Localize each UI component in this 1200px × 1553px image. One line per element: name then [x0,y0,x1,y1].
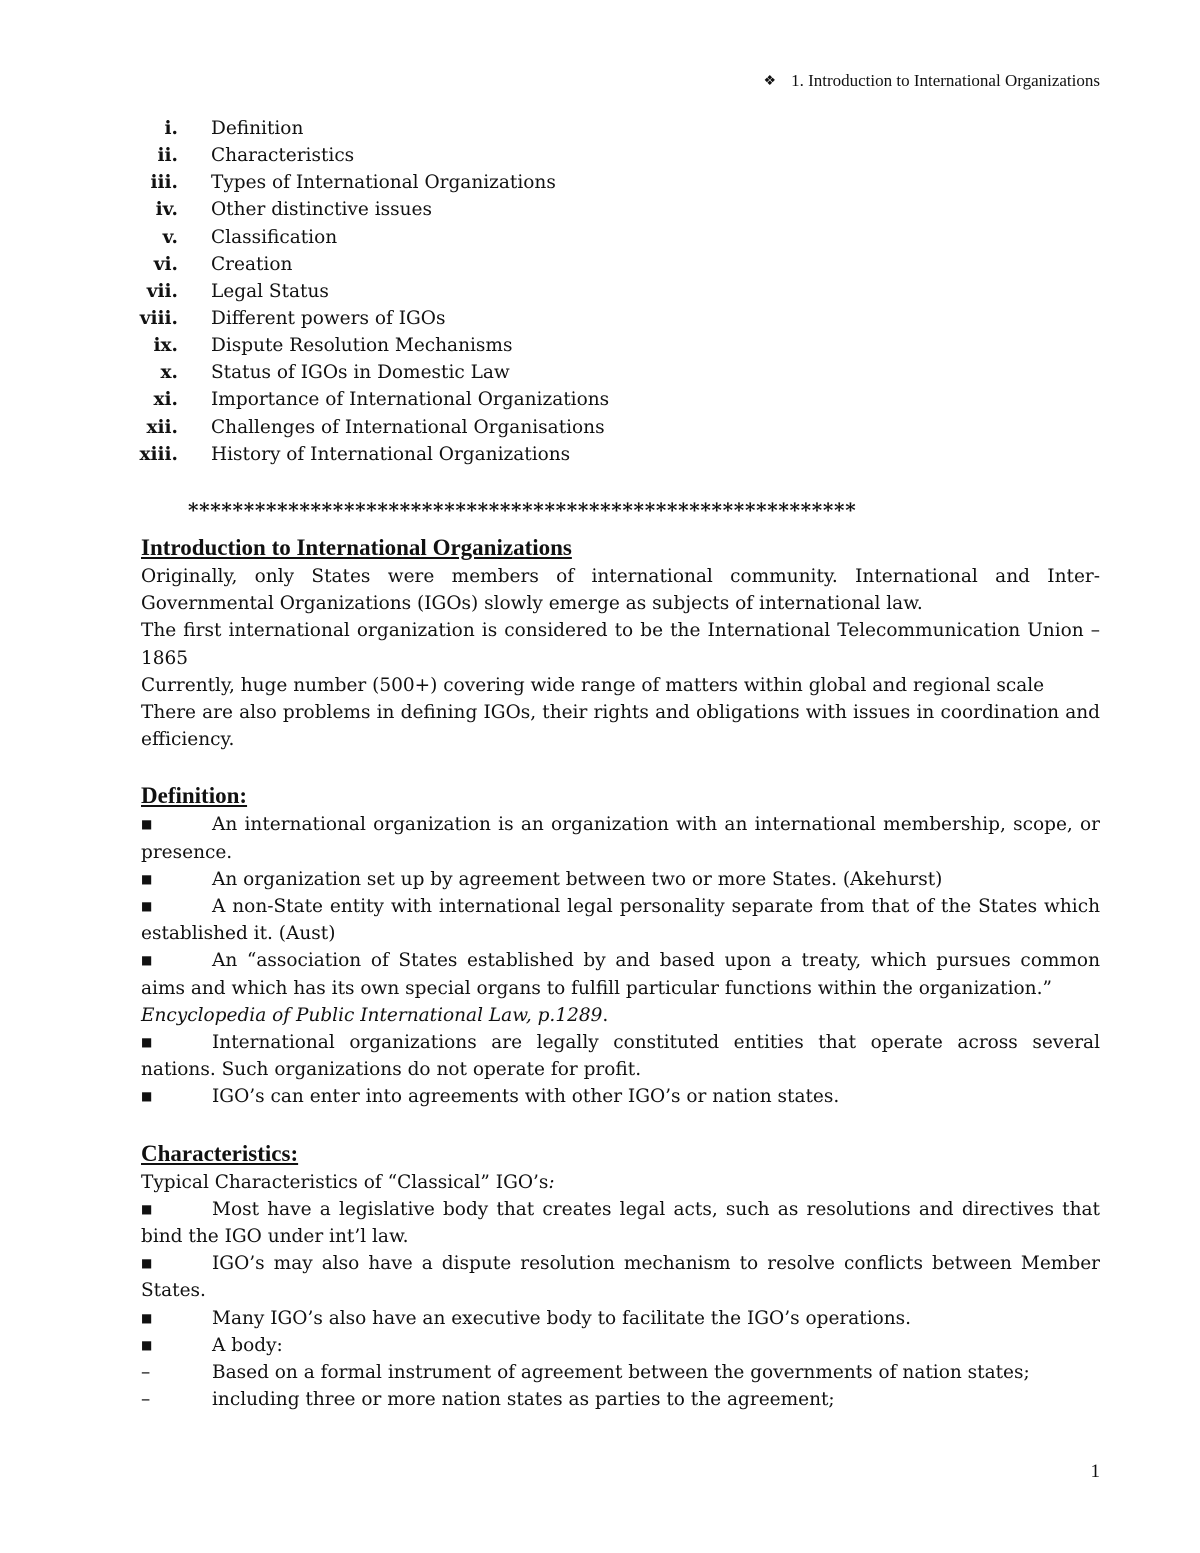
section-gap [141,1111,1100,1139]
toc-number: xii. [146,416,178,438]
toc-text: Types of International Organizations [211,172,556,194]
toc-number: xi. [153,389,178,411]
bullet-text: IGO’s may also have a dispute resolution mechanism to resolve conflicts between Member States. [141,1253,1100,1302]
bullet-text: IGO’s can enter into agreements with other IGO’s or nation states. [212,1086,840,1108]
square-bullet-icon: ■ [141,1201,153,1216]
toc-number: vii. [146,280,178,302]
dash-bullet-icon: – [141,1389,151,1411]
running-header [764,71,1100,91]
definition-bullet [141,947,1100,1001]
characteristics-heading: Characteristics: [141,1140,299,1166]
bullet-text: An organization set up by agreement between two or more States. (Akehurst) [212,868,943,890]
toc-number: iv. [155,199,178,221]
header-title: 1. Introduction to International Organizations [791,71,1100,90]
dash-text: Based on a formal instrument of agreement between the governments of nation states; [212,1362,1030,1384]
definition-bullet [141,893,1100,947]
characteristics-bullet [141,1250,1100,1304]
square-bullet-icon: ■ [141,1310,153,1325]
table-of-contents [138,115,609,468]
characteristics-intro-text: Typical Characteristics of “Classical” IGO’s [141,1171,549,1193]
toc-text: Classification [211,226,338,248]
bullet-text: An international organization is an organization with an international membership, scope, or presence. [141,814,1100,863]
intro-heading: Introduction to International Organizations [141,535,572,560]
diamond-bullet-icon: ❖ [763,73,776,89]
toc-number: viii. [139,307,178,329]
toc-text: Challenges of International Organisations [211,416,605,438]
characteristics-bullet [141,1196,1100,1250]
square-bullet-icon: ■ [141,871,153,886]
square-bullet-icon: ■ [141,1256,153,1271]
square-bullet-icon: ■ [141,1035,153,1050]
toc-text: Creation [211,253,293,275]
square-bullet-icon: ■ [141,953,153,968]
toc-item [138,115,609,142]
toc-item [138,224,609,251]
section-gap [141,753,1100,781]
citation-text: Encyclopedia of Public International Law, p.1289 [141,1004,603,1026]
toc-number: ix. [153,335,178,357]
toc-number: xiii. [139,443,178,465]
toc-item [138,386,609,413]
characteristics-intro-colon: : [548,1171,555,1193]
toc-number: ii. [157,145,178,167]
definition-bullet [141,1083,1100,1110]
toc-number: vi. [153,253,178,275]
bullet-text: Most have a legislative body that creates legal acts, such as resolutions and directives that bind the IGO under int’l law. [141,1198,1100,1248]
bullet-text: An “association of States established by and based upon a treaty, which pursues common aims and which has its own special organs to fulfill particular functions within the organization.” [141,950,1100,999]
dash-bullet-icon: – [141,1362,151,1384]
toc-number: v. [162,226,178,248]
document-body [141,533,1100,1413]
toc-text: Other distinctive issues [211,199,432,221]
citation-end: . [602,1004,609,1026]
toc-item [138,332,609,359]
toc-item [138,251,609,278]
toc-item [138,305,609,332]
intro-paragraph: Currently, huge number (500+) covering wide range of matters within global and regional scale [141,674,1045,696]
toc-item [138,278,609,305]
toc-text: Definition [211,118,304,139]
bullet-text: A body: [212,1334,283,1356]
toc-item [138,441,609,468]
bullet-text: A non-State entity with international legal personality separate from that of the States which established it. (Aust) [141,896,1100,945]
toc-text: Status of IGOs in Domestic Law [211,362,510,384]
characteristics-dash-item [141,1359,1100,1386]
dash-text: including three or more nation states as parties to the agreement; [212,1389,835,1411]
definition-citation [141,1002,1100,1029]
toc-number: i. [164,118,178,139]
toc-item [138,196,609,223]
toc-text: Different powers of IGOs [211,307,446,329]
intro-paragraph: There are also problems in defining IGOs, their rights and obligations with issues in coordination and efficiency. [141,702,1100,751]
definition-heading: Definition: [141,783,248,809]
toc-text: History of International Organizations [211,443,571,465]
square-bullet-icon: ■ [141,1337,153,1352]
toc-item [138,169,609,196]
square-bullet-icon: ■ [141,1089,153,1104]
definition-bullet [141,866,1100,893]
toc-item [138,359,609,386]
toc-text: Importance of International Organizations [211,389,610,411]
toc-text: Dispute Resolution Mechanisms [211,335,513,357]
asterisk-separator: ************************************************************ [188,498,857,522]
characteristics-dash-item [141,1386,1100,1413]
toc-number: x. [160,362,178,384]
toc-item [138,142,609,169]
intro-paragraph: Originally, only States were members of international community. International and Inter-Governmental Organizations (IGOs) slowly emerge as subjects of international law. [141,566,1100,615]
page-number: 1 [1090,1461,1100,1482]
characteristics-bullet [141,1305,1100,1332]
bullet-text: Many IGO’s also have an executive body to facilitate the IGO’s operations. [212,1307,912,1329]
definition-bullet [141,811,1100,865]
toc-number: iii. [150,172,178,194]
toc-text: Legal Status [211,280,329,302]
characteristics-bullet [141,1332,1100,1359]
toc-text: Characteristics [211,145,355,167]
square-bullet-icon: ■ [141,899,153,914]
toc-item [138,414,609,441]
square-bullet-icon: ■ [141,817,153,832]
definition-bullet [141,1029,1100,1083]
characteristics-intro [141,1169,1100,1196]
bullet-text: International organizations are legally constituted entities that operate across several nations. Such organizations do not operate for profit. [141,1032,1100,1081]
intro-paragraph: The first international organization is considered to be the International Telecommunication Union – 1865 [141,620,1100,669]
